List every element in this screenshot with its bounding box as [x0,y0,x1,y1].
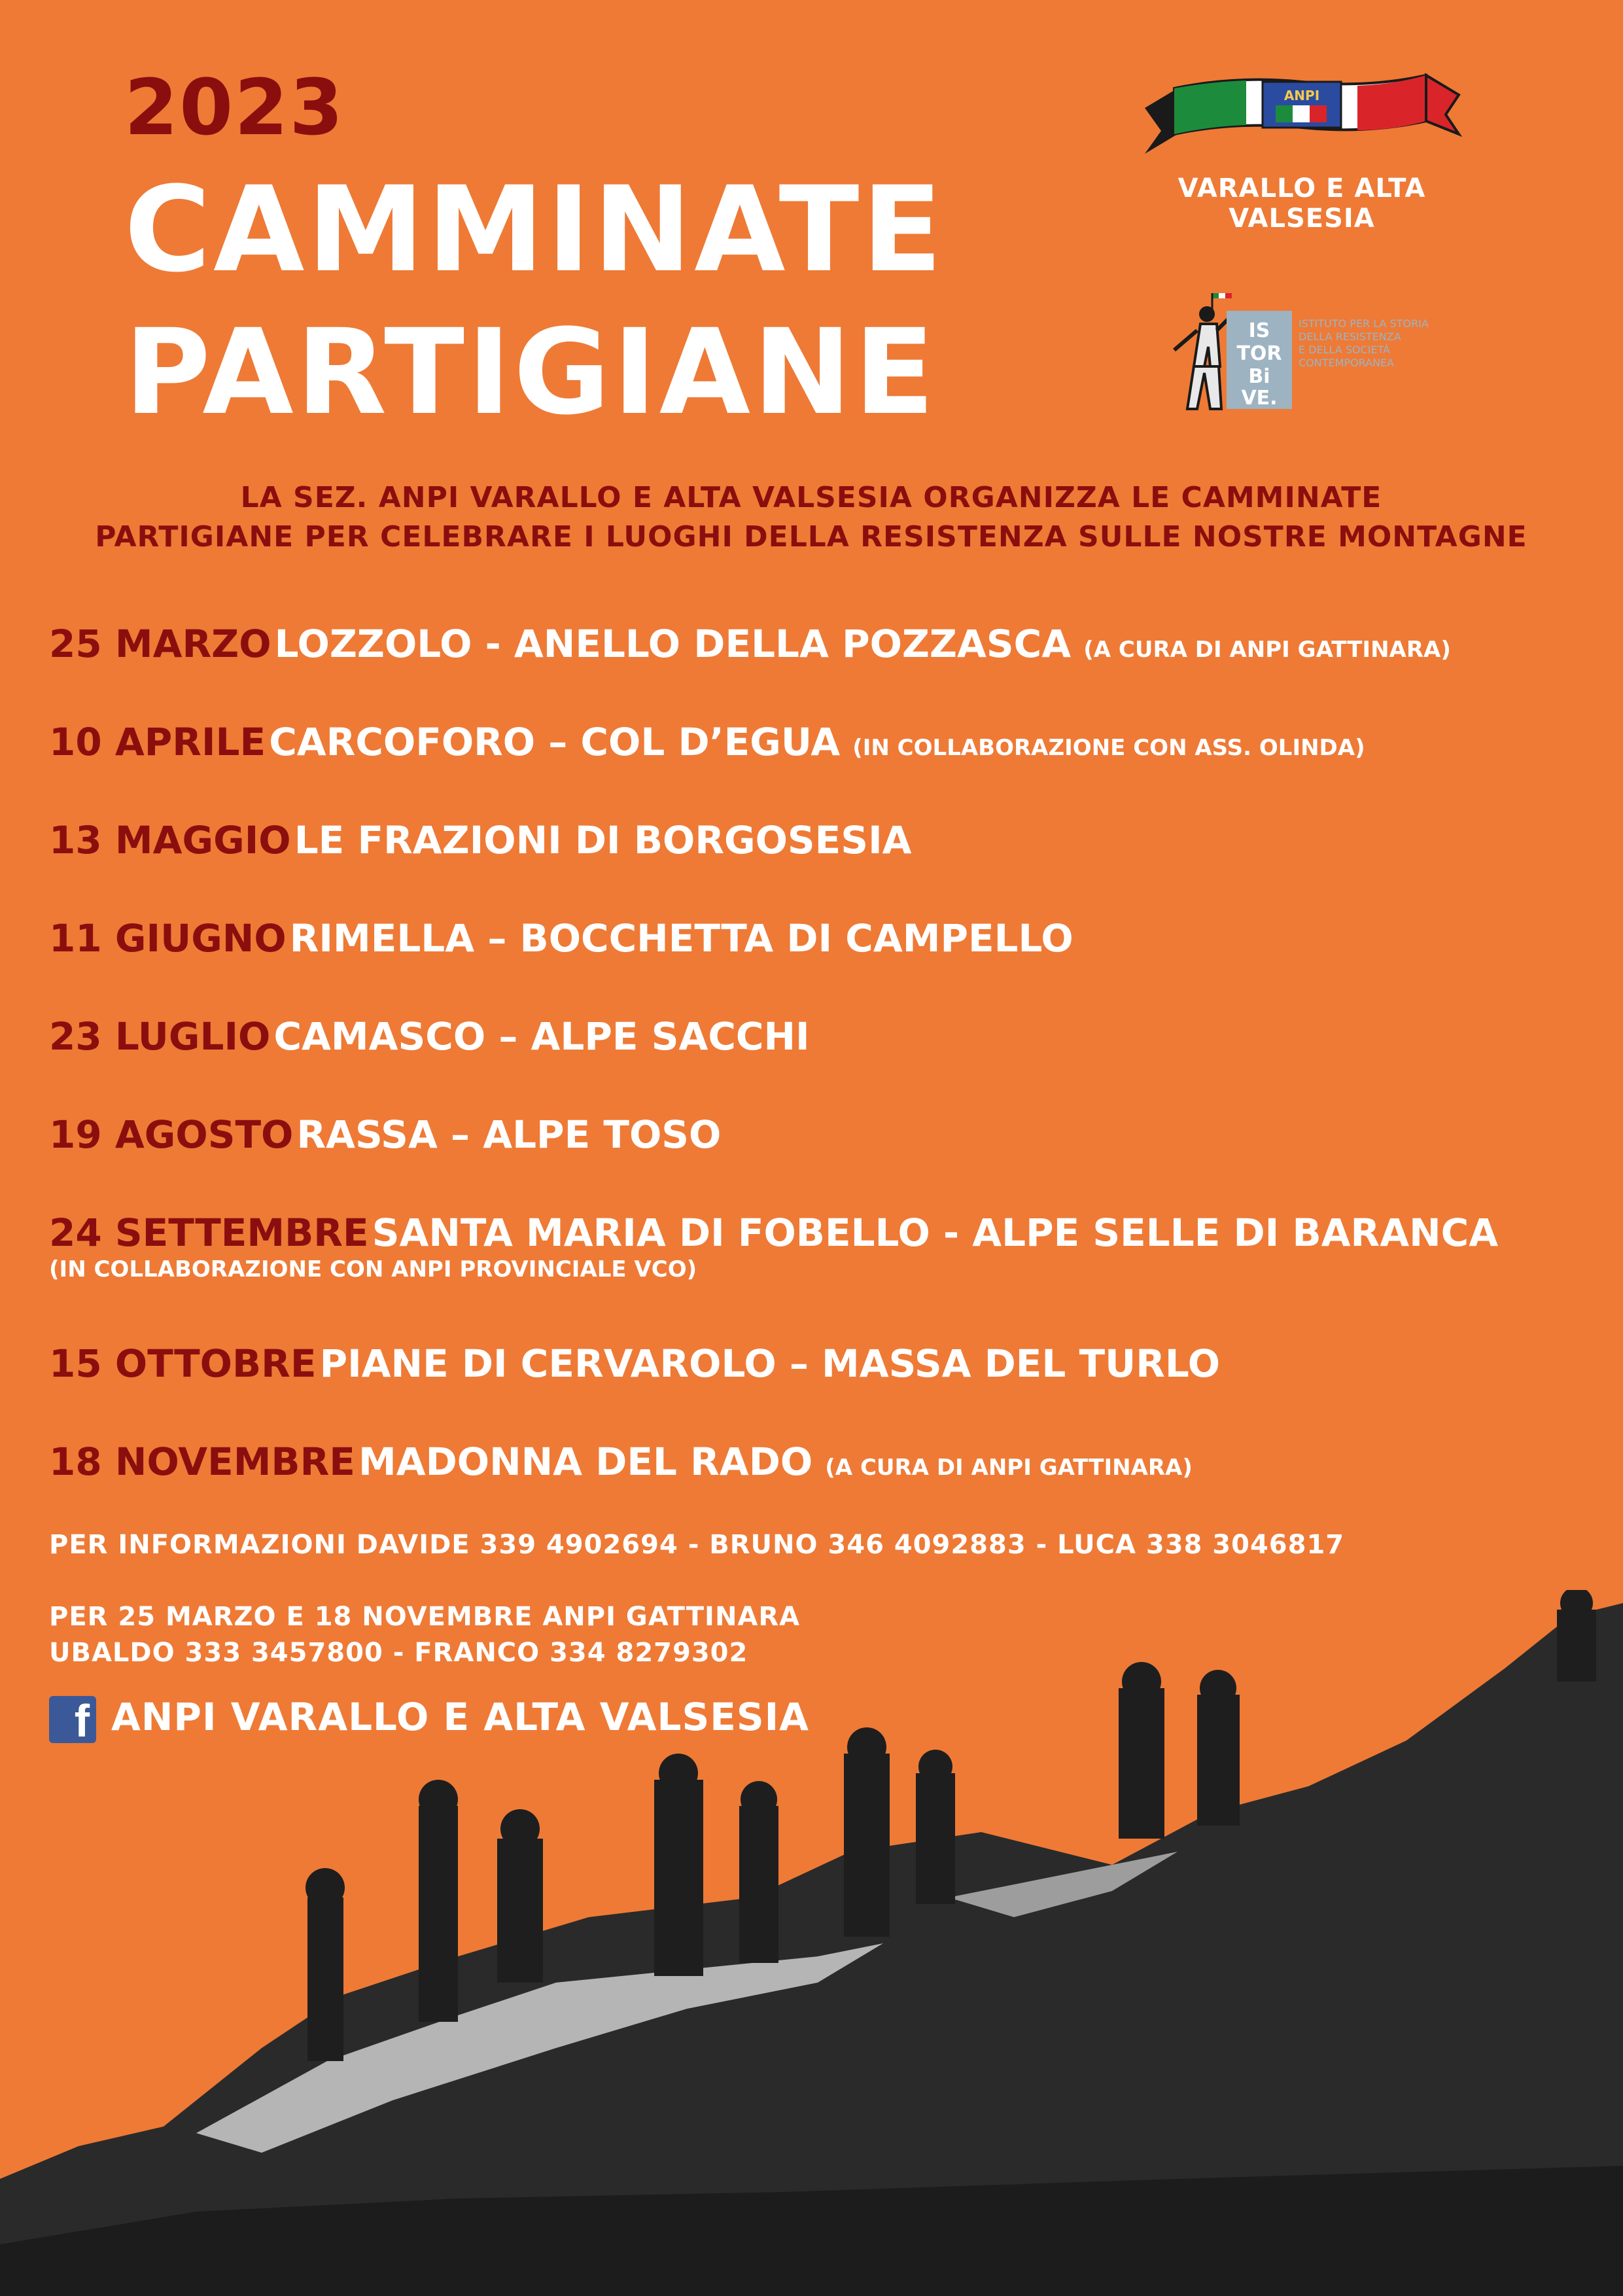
event-note: (IN COLLABORAZIONE CON ASS. OLINDA) [852,735,1365,761]
year-heading: 2023 [124,62,345,152]
anpi-caption: VARALLO E ALTA VALSESIA [1178,173,1426,234]
event-date: 10 APRILE [49,720,266,764]
partisan-figure-icon [1174,293,1233,409]
gattinara-contacts-line-2: UBALDO 333 3457800 - FRANCO 334 8279302 [49,1638,748,1668]
istorbive-logo [1161,288,1442,419]
event-place: PIANE DI CERVAROLO – MASSA DEL TURLO [319,1341,1221,1386]
event-row [49,622,1451,666]
event-place: LE FRAZIONI DI BORGOSESIA [294,818,912,862]
event-place: CAMASCO – ALPE SACCHI [273,1014,810,1059]
event-place: CARCOFORO – COL D’EGUA [269,720,841,764]
title-line-1: CAMMINATE [124,162,945,298]
event-date: 13 MAGGIO [49,818,291,862]
svg-text:TOR: TOR [1236,342,1282,365]
event-date: 19 AGOSTO [49,1112,294,1157]
svg-text:E DELLA SOCIETÀ: E DELLA SOCIETÀ [1299,344,1391,356]
event-place: RIMELLA – BOCCHETTA DI CAMPELLO [289,916,1073,961]
event-place: RASSA – ALPE TOSO [296,1112,722,1157]
intro-line-2: PARTIGIANE PER CELEBRARE I LUOGHI DELLA RESISTENZA SULLE NOSTRE MONTAGNE [95,520,1527,554]
event-note: (A CURA DI ANPI GATTINARA) [825,1455,1193,1481]
svg-text:ISTITUTO PER LA STORIA: ISTITUTO PER LA STORIA [1299,317,1429,330]
event-row [49,916,1073,961]
title-line-2: PARTIGIANE [124,304,937,441]
facebook-icon[interactable]: f [49,1696,96,1743]
svg-text:Bi: Bi [1248,365,1270,388]
event-date: 15 OTTOBRE [49,1341,317,1386]
event-date: 23 LUGLIO [49,1014,271,1059]
event-row [49,1210,1498,1255]
event-place: SANTA MARIA DI FOBELLO - ALPE SELLE DI BARANCA [372,1210,1499,1255]
event-place: MADONNA DEL RADO [358,1439,813,1484]
info-contacts: PER INFORMAZIONI DAVIDE 339 4902694 - BRUNO 346 4092883 - LUCA 338 3046817 [49,1530,1345,1560]
event-row [49,1112,721,1157]
event-row [49,1341,1220,1386]
svg-text:IS: IS [1248,319,1270,342]
svg-text:CONTEMPORANEA: CONTEMPORANEA [1299,357,1395,369]
svg-text:VE.: VE. [1241,387,1278,410]
event-row [49,1014,810,1059]
event-date: 25 MARZO [49,622,271,666]
event-date: 11 GIUGNO [49,916,287,961]
event-row [49,818,912,862]
event-place: LOZZOLO - ANELLO DELLA POZZASCA [274,622,1072,666]
anpi-banner-text: ANPI [1283,88,1320,103]
partisans-ridge-photo [0,1590,1623,2296]
event-date: 18 NOVEMBRE [49,1439,355,1484]
intro-line-1: LA SEZ. ANPI VARALLO E ALTA VALSESIA ORGANIZZA LE CAMMINATE [240,481,1382,514]
event-row [49,1439,1193,1484]
event-row [49,720,1365,764]
facebook-page-link[interactable]: ANPI VARALLO E ALTA VALSESIA [111,1695,810,1739]
event-note: (A CURA DI ANPI GATTINARA) [1083,637,1451,663]
event-date: 24 SETTEMBRE [49,1210,369,1255]
anpi-logo [1138,62,1465,167]
event-note: (IN COLLABORAZIONE CON ANPI PROVINCIALE VCO) [49,1256,697,1282]
svg-text:DELLA RESISTENZA: DELLA RESISTENZA [1299,330,1401,343]
gattinara-contacts-line-1: PER 25 MARZO E 18 NOVEMBRE ANPI GATTINARA [49,1602,801,1632]
